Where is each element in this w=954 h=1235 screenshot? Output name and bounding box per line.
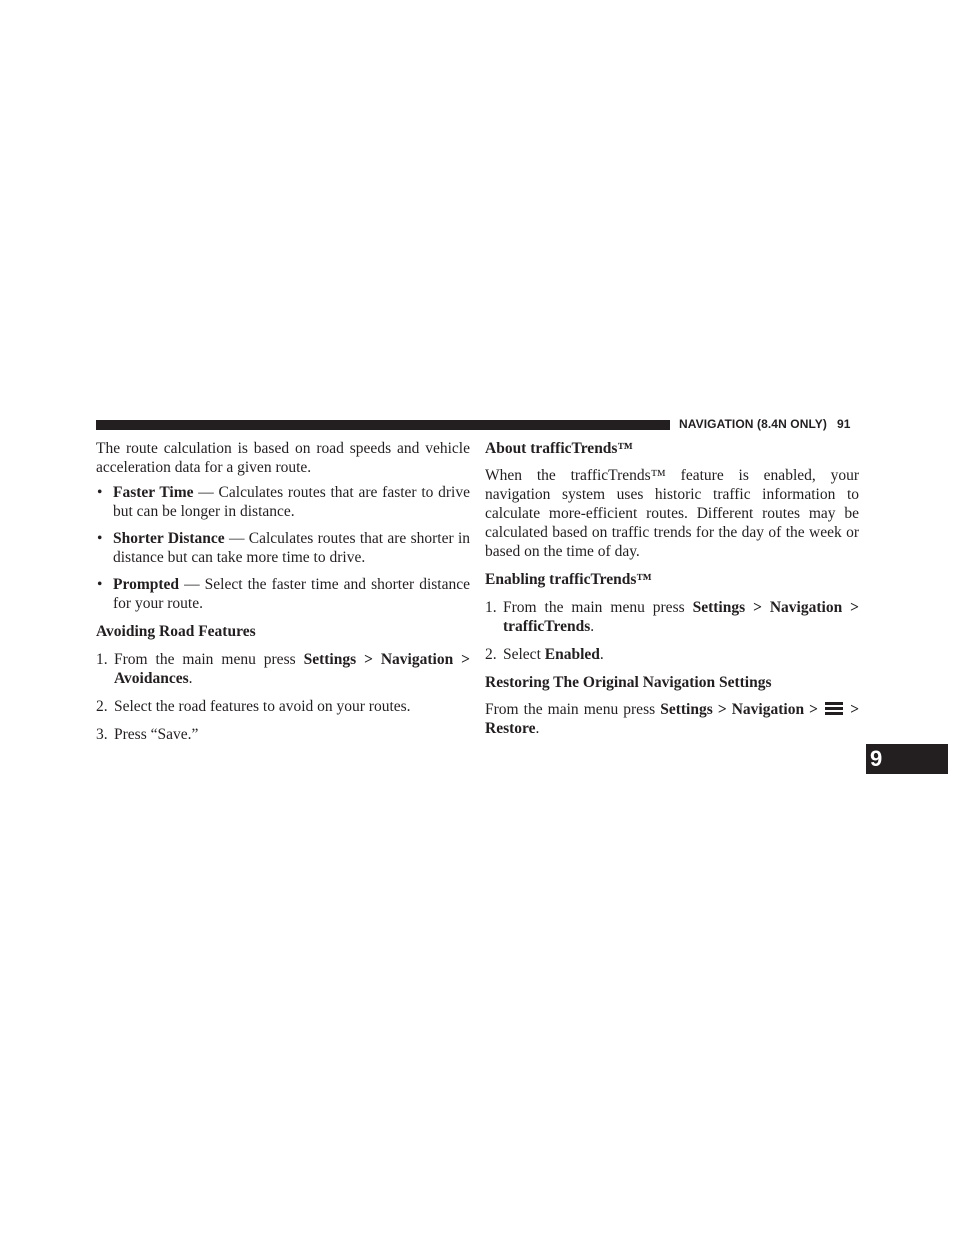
about-paragraph: When the trafficTrends™ feature is enabled, your navigation system uses historic traffic information to calculate more-efficient routes. Different routes may be calculated based on traffic trends for the day of the week or based on the time of day. [485,467,859,560]
option-term: Prompted [113,576,180,593]
list-item [96,529,470,567]
option-term: Shorter Distance [113,530,225,547]
list-item [485,645,859,664]
section-heading: Avoiding Road Features [96,623,256,640]
route-options-list [96,483,470,613]
step-number: 1. [96,651,108,668]
step-text: Press “Save.” [114,726,199,743]
section-heading: About trafficTrends™ [485,440,633,457]
left-column [96,439,470,744]
step-text: From the main menu press [503,599,693,616]
step-text: . [535,720,540,737]
section-heading: Enabling trafficTrends™ [485,571,652,588]
section-title: NAVIGATION (8.4N ONLY) [679,417,827,431]
step-text: Select the road features to avoid on your routes. [114,698,411,715]
step-number: 2. [485,646,497,663]
menu-path: Enabled [544,646,600,663]
list-item [96,725,470,744]
option-desc: — Calculates routes that are faster to drive but can be longer in distance. [113,484,470,520]
restore-paragraph [485,700,859,738]
step-text: From the main menu press [485,701,661,718]
list-item [96,697,470,716]
step-number: 2. [96,698,108,715]
step-number: 3. [96,726,108,743]
step-text: From the main menu press [114,651,304,668]
header-rule [96,420,670,430]
option-desc: — Select the faster time and shorter distance for your route. [113,576,470,612]
step-text: . [188,670,193,687]
list-item [96,483,470,521]
step-number: 1. [485,599,497,616]
step-text: Select [503,646,545,663]
page-number: 91 [837,417,851,431]
step-text: . [599,646,604,663]
menu-path: Settings > Navigation > Avoidances [114,651,470,687]
intro-paragraph: The route calculation is based on road speeds and vehicle acceleration data for a given route. [96,440,470,476]
running-header [679,417,859,431]
avoid-steps-list [96,650,470,744]
right-column [485,439,859,738]
list-item [485,598,859,636]
enable-steps-list [485,598,859,664]
option-desc: — Calculates routes that are shorter in distance but can take more time to drive. [113,530,471,566]
menu-path: Settings > Navigation > [660,701,818,718]
list-item [96,575,470,613]
section-heading: Restoring The Original Navigation Settings [485,674,772,691]
chapter-number: 9 [870,746,883,771]
menu-icon [825,702,843,715]
option-term: Faster Time [113,484,194,501]
menu-path: > Restore [485,701,860,737]
list-item [96,650,470,688]
chapter-tab [866,744,948,774]
step-text: . [590,618,595,635]
menu-path: Settings > Navigation > trafficTrends [503,599,859,635]
